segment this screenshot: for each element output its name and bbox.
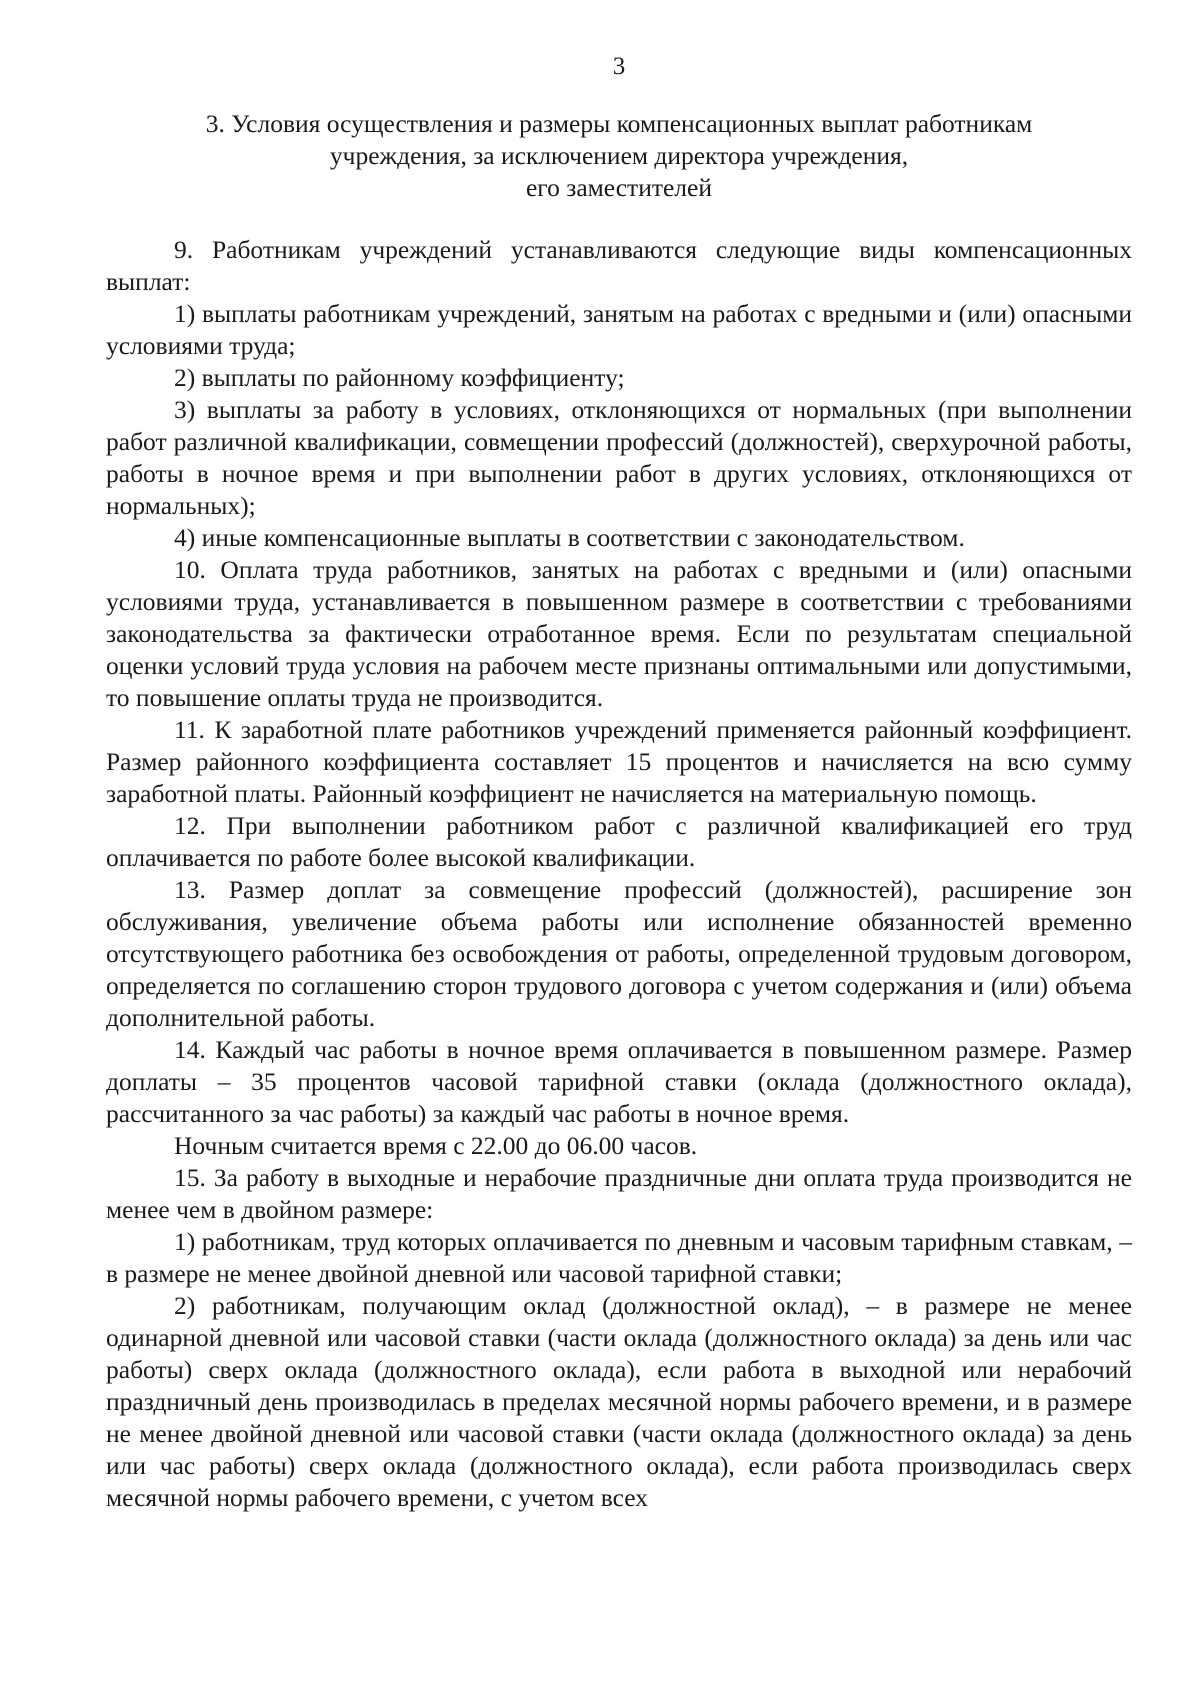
section-heading-line-2: учреждения, за исключением директора учреждения, [329, 141, 909, 170]
section-heading [106, 108, 1132, 204]
page-number: 3 [612, 53, 626, 80]
paragraph-9-item-1: 1) выплаты работникам учреждений, занятым на работах с вредными и (или) опасными условиями труда; [106, 299, 1132, 360]
paragraph-10: 10. Оплата труда работников, занятых на работах с вредными и (или) опасными условиями труда, устанавливается в повышенном размере в соответствии с требованиями законодательства за фактически отработанное время. Если по результатам специальной оценки условий труда условия на рабочем месте признаны оптимальными или допустимыми, то повышение оплаты труда не производится. [106, 555, 1132, 712]
section-heading-line-1: 3. Условия осуществления и размеры компенсационных выплат работникам [205, 109, 1033, 138]
document-body [106, 234, 1132, 1514]
paragraph-14-night-time: Ночным считается время с 22.00 до 06.00 часов. [174, 1131, 698, 1160]
paragraph-14: 14. Каждый час работы в ночное время оплачивается в повышенном размере. Размер доплаты – 35 процентов часовой тарифной ставки (оклада (должностного оклада), рассчитанного за час работы) за каждый час работы в ночное время. [106, 1035, 1132, 1128]
paragraph-15: 15. За работу в выходные и нерабочие праздничные дни оплата труда производится не менее чем в двойном размере: [106, 1163, 1132, 1224]
paragraph-13: 13. Размер доплат за совмещение профессий (должностей), расширение зон обслуживания, увеличение объема работы или исполнение обязанностей временно отсутствующего работника без освобождения от работы, определенной трудовым договором, определяется по соглашению сторон трудового договора с учетом содержания и (или) объема дополнительной работы. [106, 875, 1132, 1032]
paragraph-15-item-2: 2) работникам, получающим оклад (должностной оклад), – в размере не менее одинарной дневной или часовой ставки (части оклада (должностного оклада) за день или час работы) сверх оклада (должностного оклада), если работа в выходной или нерабочий праздничный день производилась в пределах месячной нормы рабочего времени, и в размере не менее двойной дневной или часовой ставки (части оклада (должностного оклада) за день или час работы) сверх оклада (должностного оклада), если работа производилась сверх месячной нормы рабочего времени, с учетом всех [106, 1291, 1132, 1512]
paragraph-9-item-2: 2) выплаты по районному коэффициенту; [174, 363, 625, 392]
paragraph-9-item-4: 4) иные компенсационные выплаты в соответствии с законодательством. [174, 523, 965, 552]
paragraph-12: 12. При выполнении работником работ с различной квалификацией его труд оплачивается по работе более высокой квалификации. [106, 811, 1132, 872]
paragraph-15-item-1: 1) работникам, труд которых оплачивается по дневным и часовым тарифным ставкам, – в размере не менее двойной дневной или часовой тарифной ставки; [106, 1227, 1132, 1288]
paragraph-11: 11. К заработной плате работников учреждений применяется районный коэффициент. Размер районного коэффициента составляет 15 процентов и начисляется на всю сумму заработной платы. Районный коэффициент не начисляется на материальную помощь. [106, 715, 1132, 808]
section-heading-line-3: его заместителей [525, 173, 712, 202]
paragraph-9-item-3: 3) выплаты за работу в условиях, отклоняющихся от нормальных (при выполнении работ различной квалификации, совмещении профессий (должностей), сверхурочной работы, работы в ночное время и при выполнении работ в других условиях, отклоняющихся от нормальных); [106, 395, 1132, 520]
paragraph-9: 9. Работникам учреждений устанавливаются следующие виды компенсационных выплат: [106, 235, 1132, 296]
